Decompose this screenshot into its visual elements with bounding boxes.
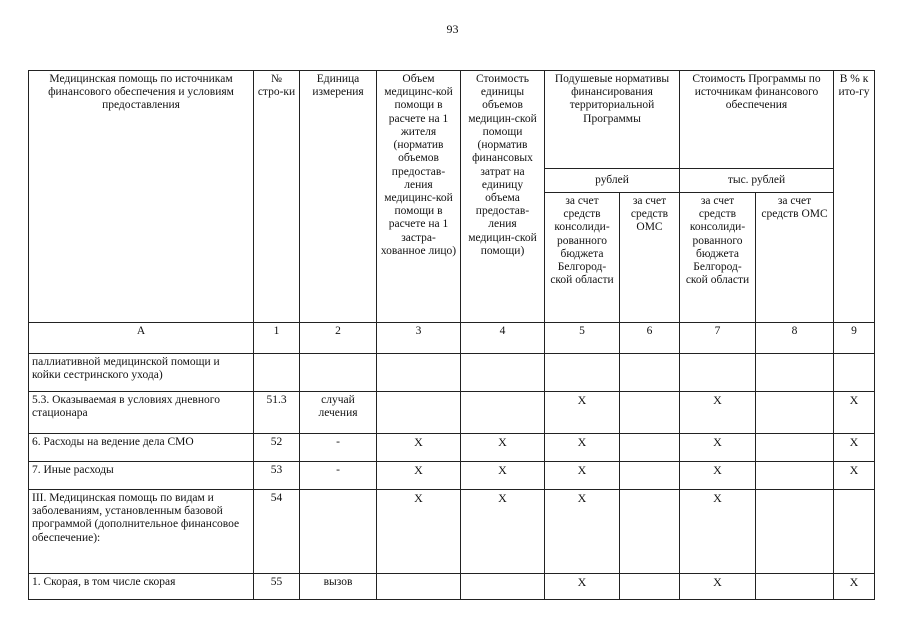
- header-col-8: за счет средств ОМС: [756, 193, 834, 323]
- cell-col-7: X: [680, 462, 756, 490]
- cell-col-9: X: [834, 392, 875, 434]
- col-number: А: [29, 323, 254, 354]
- cell-col-9: [834, 490, 875, 574]
- cell-col-3: [377, 354, 461, 392]
- row-label: III. Медицинская помощь по видам и заболеваниям, установленным базовой программой (дополнительное финансовое обеспечение):: [29, 490, 254, 574]
- col-number: 3: [377, 323, 461, 354]
- row-number: 54: [254, 490, 300, 574]
- cell-col-5: X: [545, 434, 620, 462]
- cell-col-4: [461, 392, 545, 434]
- row-number: 51.3: [254, 392, 300, 434]
- col-number: 5: [545, 323, 620, 354]
- cell-col-3: X: [377, 490, 461, 574]
- row-label: 6. Расходы на ведение дела СМО: [29, 434, 254, 462]
- page-number: 93: [446, 22, 459, 36]
- header-col-7: за счет средств консолиди-рованного бюджета Белгород-ской области: [680, 193, 756, 323]
- table-body: [29, 354, 875, 600]
- header-col-4: Стоимость единицы объемов медицин-ской помощи (норматив финансовых затрат на единицу объема предостав-ления медицин-ской помощи): [461, 71, 545, 323]
- table-row: [29, 490, 875, 574]
- col-number: 2: [300, 323, 377, 354]
- row-unit: -: [300, 462, 377, 490]
- cell-col-5: [545, 354, 620, 392]
- header-unit-thousand: тыс. рублей: [680, 169, 834, 193]
- cell-col-8: [756, 574, 834, 600]
- cell-col-8: [756, 462, 834, 490]
- header-col-1: № стро-ки: [254, 71, 300, 323]
- cell-col-6: [620, 462, 680, 490]
- cell-col-6: [620, 434, 680, 462]
- header-col-9: В % к ито-гу: [834, 71, 875, 323]
- cell-col-4: X: [461, 434, 545, 462]
- row-unit: -: [300, 434, 377, 462]
- table-row: [29, 392, 875, 434]
- cell-col-5: X: [545, 462, 620, 490]
- header-col-a: Медицинская помощь по источникам финансового обеспечения и условиям предоставления: [29, 71, 254, 323]
- cell-col-9: X: [834, 434, 875, 462]
- cell-col-4: [461, 354, 545, 392]
- cell-col-6: [620, 354, 680, 392]
- row-unit: [300, 490, 377, 574]
- row-unit: вызов: [300, 574, 377, 600]
- cell-col-5: X: [545, 490, 620, 574]
- cell-col-6: [620, 392, 680, 434]
- cell-col-7: [680, 354, 756, 392]
- cell-col-3: [377, 574, 461, 600]
- cell-col-7: X: [680, 490, 756, 574]
- cell-col-4: [461, 574, 545, 600]
- cell-col-9: [834, 354, 875, 392]
- cell-col-6: [620, 574, 680, 600]
- table-row: [29, 354, 875, 392]
- cell-col-9: X: [834, 462, 875, 490]
- cell-col-3: [377, 392, 461, 434]
- cell-col-8: [756, 490, 834, 574]
- column-number-row: [29, 323, 875, 354]
- row-number: 55: [254, 574, 300, 600]
- financing-table: [28, 70, 875, 600]
- header-group-cost: Стоимость Программы по источникам финансового обеспечения: [680, 71, 834, 169]
- header-col-6: за счет средств ОМС: [620, 193, 680, 323]
- row-label: 7. Иные расходы: [29, 462, 254, 490]
- col-number: 4: [461, 323, 545, 354]
- cell-col-8: [756, 354, 834, 392]
- header-col-2: Единица измерения: [300, 71, 377, 323]
- cell-col-6: [620, 490, 680, 574]
- cell-col-7: X: [680, 434, 756, 462]
- header-col-5: за счет средств консолиди-рованного бюджета Белгород-ской области: [545, 193, 620, 323]
- row-label: 1. Скорая, в том числе скорая: [29, 574, 254, 600]
- table-row: [29, 462, 875, 490]
- header-unit-rub: рублей: [545, 169, 680, 193]
- cell-col-8: [756, 434, 834, 462]
- row-label: 5.3. Оказываемая в условиях дневного стационара: [29, 392, 254, 434]
- row-label: паллиативной медицинской помощи и койки сестринского ухода): [29, 354, 254, 392]
- cell-col-4: X: [461, 462, 545, 490]
- header-col-3: Объем медицинс-кой помощи в расчете на 1 жителя (норматив объемов предостав-ления медицинс-кой помощи в расчете на 1 застра-хованное лицо): [377, 71, 461, 323]
- cell-col-5: X: [545, 574, 620, 600]
- cell-col-4: X: [461, 490, 545, 574]
- row-unit: [300, 354, 377, 392]
- cell-col-3: X: [377, 434, 461, 462]
- col-number: 1: [254, 323, 300, 354]
- col-number: 8: [756, 323, 834, 354]
- cell-col-8: [756, 392, 834, 434]
- table-row: [29, 574, 875, 600]
- cell-col-5: X: [545, 392, 620, 434]
- col-number: 7: [680, 323, 756, 354]
- cell-col-3: X: [377, 462, 461, 490]
- row-unit: случай лечения: [300, 392, 377, 434]
- row-number: 53: [254, 462, 300, 490]
- col-number: 9: [834, 323, 875, 354]
- cell-col-9: X: [834, 574, 875, 600]
- col-number: 6: [620, 323, 680, 354]
- table-row: [29, 434, 875, 462]
- header-group-per-capita: Подушевые нормативы финансирования территориальной Программы: [545, 71, 680, 169]
- cell-col-7: X: [680, 392, 756, 434]
- cell-col-7: X: [680, 574, 756, 600]
- row-number: [254, 354, 300, 392]
- row-number: 52: [254, 434, 300, 462]
